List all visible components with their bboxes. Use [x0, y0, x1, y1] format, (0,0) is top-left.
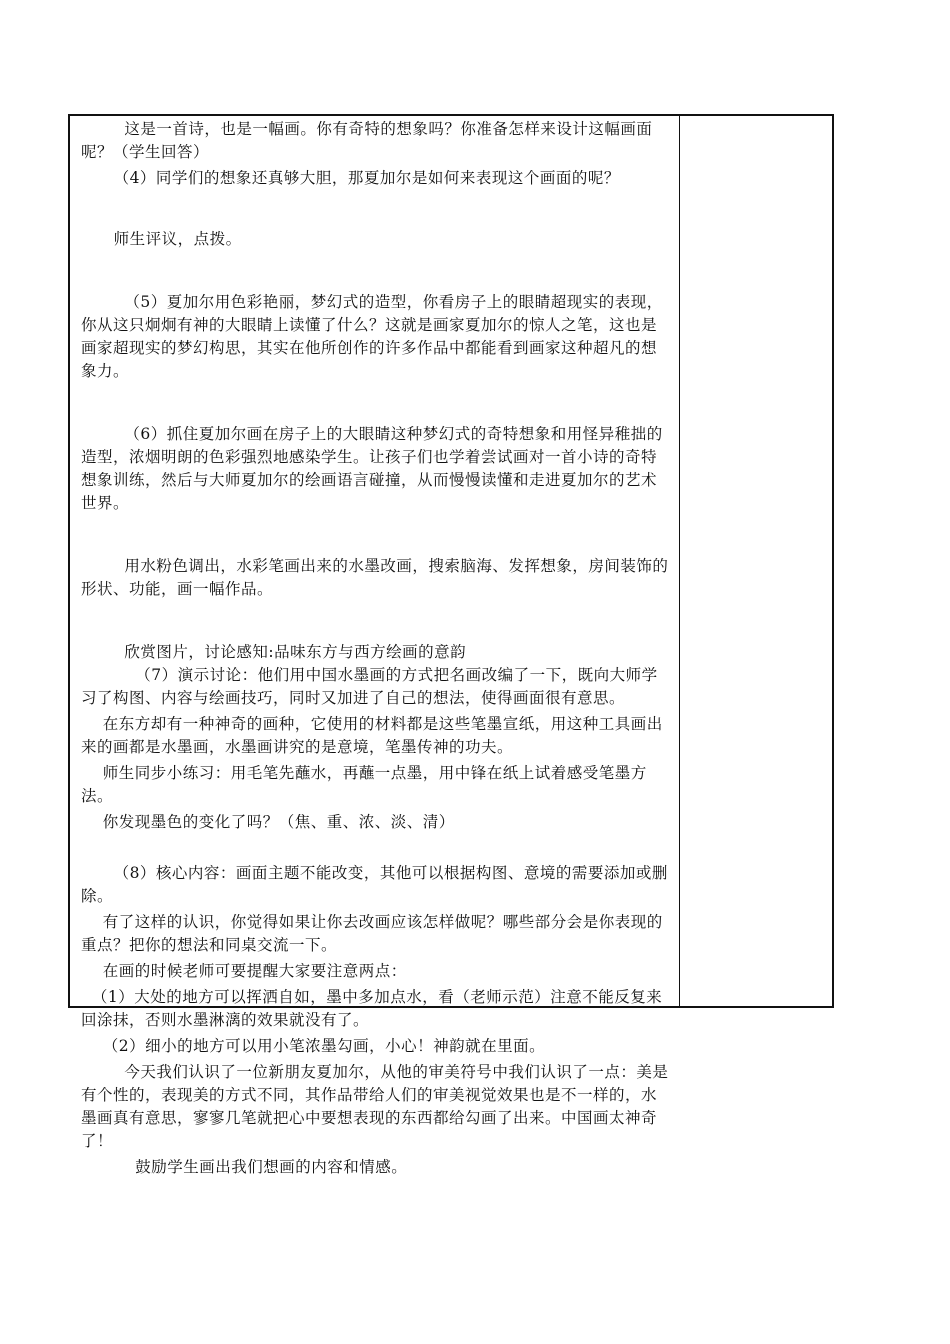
notes-cell — [680, 116, 832, 1006]
lesson-paragraph: 有了这样的认识，你觉得如果让你去改画应该怎样做呢？哪些部分会是你表现的重点？把你的想法和同桌交流一下。 — [81, 913, 663, 954]
lesson-paragraph: （6）抓住夏加尔画在房子上的大眼睛这种梦幻式的奇特想象和用怪异稚拙的造型，浓烟明朗的色彩强烈地感染学生。让孩子们也学着尝试画对一首小诗的奇特想象训练，然后与大师夏加尔的绘画语言碰撞，从而慢慢读懂和走进夏加尔的艺术世界。 — [81, 425, 663, 512]
lesson-paragraph: 欣赏图片，讨论感知:品味东方与西方绘画的意韵 — [81, 643, 467, 661]
lesson-paragraph: 今天我们认识了一位新朋友夏加尔，从他的审美符号中我们认识了一点：美是有个性的，表现美的方式不同，其作品带给人们的审美视觉效果也是不一样的，水墨画真有意思，寥寥几笔就把心中要想表现的东西都给勾画了出来。中国画太神奇了！ — [81, 1063, 669, 1150]
lesson-paragraph: 鼓励学生画出我们想画的内容和情感。 — [81, 1158, 408, 1176]
lesson-paragraph: 用水粉色调出，水彩笔画出来的水墨改画，搜索脑海、发挥想象，房间装饰的形状、功能，画一幅作品。 — [81, 557, 669, 598]
lesson-content-cell — [81, 118, 671, 1179]
lesson-paragraph: （2）细小的地方可以用小笔浓墨勾画，小心！神韵就在里面。 — [81, 1037, 546, 1055]
lesson-paragraph: 师生评议，点拨。 — [81, 230, 242, 248]
lesson-paragraph: 师生同步小练习：用毛笔先蘸水，再蘸一点墨，用中锋在纸上试着感受笔墨方法。 — [81, 764, 647, 805]
lesson-paragraph: （7）演示讨论：他们用中国水墨画的方式把名画改编了一下，既向大师学习了构图、内容与绘画技巧，同时又加进了自己的想法，使得画面很有意思。 — [81, 666, 658, 707]
lesson-paragraph: （1）大处的地方可以挥洒自如，墨中多加点水，看（老师示范）注意不能反复来回涂抹，否则水墨淋漓的效果就没有了。 — [81, 988, 663, 1029]
lesson-paragraph: （8）核心内容：画面主题不能改变，其他可以根据构图、意境的需要添加或删除。 — [81, 864, 668, 905]
lesson-table — [68, 114, 834, 1176]
lesson-paragraph: 在画的时候老师可要提醒大家要注意两点： — [81, 962, 407, 980]
lesson-paragraph: （5）夏加尔用色彩艳丽，梦幻式的造型，你看房子上的眼睛超现实的表现，你从这只炯炯有神的大眼睛上读懂了什么？这就是画家夏加尔的惊人之笔，这也是画家超现实的梦幻构思，其实在他所创作的许多作品中都能看到画家这种超凡的想象力。 — [81, 293, 663, 380]
lesson-paragraph: 在东方却有一种神奇的画种，它使用的材料都是这些笔墨宣纸，用这种工具画出来的画都是水墨画，水墨画讲究的是意境，笔墨传神的功夫。 — [81, 715, 663, 756]
lesson-paragraph: 你发现墨色的变化了吗？（焦、重、浓、淡、清） — [81, 813, 455, 831]
lesson-paragraph: （4）同学们的想象还真够大胆，那夏加尔是如何来表现这个画面的呢？ — [81, 169, 620, 187]
lesson-paragraph: 这是一首诗，也是一幅画。你有奇特的想象吗？你准备怎样来设计这幅画面呢？（学生回答） — [81, 120, 653, 161]
